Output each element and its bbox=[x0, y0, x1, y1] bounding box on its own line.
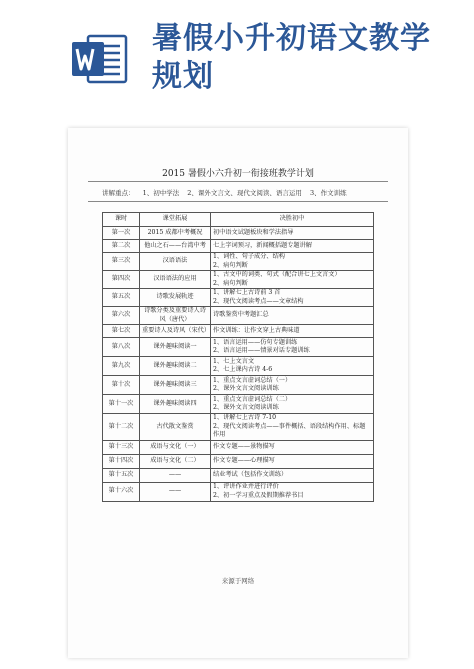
lesson-topic: 课外趣味阅读二 bbox=[140, 357, 211, 376]
lesson-topic: 古代散文鉴赏 bbox=[140, 414, 211, 441]
table-row bbox=[103, 482, 374, 501]
lesson-number: 第九次 bbox=[103, 357, 140, 376]
lesson-topic: 成语与文化（二） bbox=[140, 454, 211, 468]
column-header: 决胜初中 bbox=[211, 213, 374, 227]
content-line: 1、评讲作业并进行评价 bbox=[213, 483, 279, 490]
lesson-number: 第七次 bbox=[103, 325, 140, 338]
lesson-topic: 重要诗人及诗风（宋代） bbox=[140, 325, 211, 338]
lesson-content bbox=[211, 376, 374, 395]
content-line: 1、重点文言虚词总结（一） bbox=[213, 376, 292, 384]
lesson-topic: —— bbox=[140, 468, 211, 482]
lesson-number: 第五次 bbox=[103, 289, 140, 307]
lesson-number: 第三次 bbox=[103, 253, 140, 271]
lesson-number: 第十二次 bbox=[103, 414, 140, 441]
lesson-topic: 2015 成都中考概况 bbox=[140, 227, 211, 240]
lesson-content bbox=[211, 440, 374, 454]
lesson-content bbox=[211, 482, 374, 501]
banner-title: 暑假小升初语文教学规划 bbox=[152, 21, 431, 94]
table-row bbox=[103, 325, 374, 338]
key-point: 3、作文训练 bbox=[310, 189, 347, 197]
content-line: 2、初一学习重点及假期推荐书目 bbox=[213, 491, 304, 499]
table-row bbox=[103, 376, 374, 395]
table-row bbox=[103, 307, 374, 325]
lesson-number: 第十三次 bbox=[103, 440, 140, 454]
table-row bbox=[103, 289, 374, 307]
table-row bbox=[103, 271, 374, 289]
content-line: 作文训练：让作文穿上古典味道 bbox=[213, 326, 300, 334]
key-point: 2、课外文言文、现代文阅读、语言运用 bbox=[187, 189, 302, 197]
lesson-number: 第十五次 bbox=[103, 468, 140, 482]
lesson-number: 第二次 bbox=[103, 240, 140, 253]
table-row bbox=[103, 468, 374, 482]
table-row bbox=[103, 440, 374, 454]
table-row bbox=[103, 357, 374, 376]
lesson-content bbox=[211, 338, 374, 357]
content-line: 2、课外文言文阅读训练 bbox=[213, 404, 279, 411]
content-line: 1、讲解七上古诗 7-10 bbox=[213, 414, 277, 421]
lesson-number: 第六次 bbox=[103, 307, 140, 325]
lesson-topic: 课外趣味阅读三 bbox=[140, 376, 211, 395]
lesson-topic: 诗歌发展轨迹 bbox=[140, 289, 211, 307]
lesson-number: 第十四次 bbox=[103, 454, 140, 468]
lesson-content bbox=[211, 289, 374, 307]
lesson-content bbox=[211, 240, 374, 253]
table-header-row bbox=[103, 213, 374, 227]
lesson-topic: 课外趣味阅读一 bbox=[140, 338, 211, 357]
lesson-topic: 他山之石——台湾中考 bbox=[140, 240, 211, 253]
content-line: 作文专题——景物描写 bbox=[213, 442, 275, 450]
source-note: 来源于网络 bbox=[221, 577, 255, 585]
column-header: 课堂拓展 bbox=[140, 213, 211, 227]
table-row bbox=[103, 240, 374, 253]
lesson-topic: —— bbox=[140, 482, 211, 501]
content-line: 1、七上文言文 bbox=[213, 357, 255, 365]
content-line: 1、词性、句子成分、结构 bbox=[213, 253, 285, 260]
content-line: 2、语言运用——情景对话专题训练 bbox=[213, 347, 310, 354]
content-line: 2、现代文阅读考点——事件概括、语段结构作用、标题作用 bbox=[213, 422, 366, 438]
content-line: 结业考试（包括作文训练） bbox=[213, 470, 288, 478]
lesson-content bbox=[211, 325, 374, 338]
content-line: 2、病句判断 bbox=[213, 279, 248, 287]
table-row bbox=[103, 454, 374, 468]
table-row bbox=[103, 338, 374, 357]
lesson-content bbox=[211, 227, 374, 240]
column-header: 课时 bbox=[103, 213, 140, 227]
content-line: 1、讲解七上古诗前 3 首 bbox=[213, 289, 281, 296]
content-line: 1、语言运用——仿句专题训练 bbox=[213, 338, 298, 346]
lesson-content bbox=[211, 395, 374, 414]
lesson-number: 第八次 bbox=[103, 338, 140, 357]
lesson-topic: 汉语语法的应用 bbox=[140, 271, 211, 289]
content-line: 2、七上课内古诗 4-6 bbox=[213, 366, 273, 373]
lesson-topic: 诗歌分类及重要诗人诗风（唐代） bbox=[140, 307, 211, 325]
lesson-content bbox=[211, 271, 374, 289]
key-point: 1、初中学法 bbox=[142, 189, 180, 197]
lesson-number: 第四次 bbox=[103, 271, 140, 289]
lesson-number: 第十一次 bbox=[103, 395, 140, 414]
lesson-content bbox=[211, 253, 374, 271]
lesson-topic: 课外趣味阅读四 bbox=[140, 395, 211, 414]
divider bbox=[88, 181, 388, 182]
table-row bbox=[103, 253, 374, 271]
table-row bbox=[103, 227, 374, 240]
lesson-content bbox=[211, 414, 374, 441]
content-line: 1、古文中的词类、句式（配合讲七上文言文） bbox=[213, 271, 341, 278]
lesson-content bbox=[211, 454, 374, 468]
table-row bbox=[103, 414, 374, 441]
lesson-plan-table bbox=[102, 212, 374, 502]
lesson-topic: 汉语语法 bbox=[140, 253, 211, 271]
banner bbox=[0, 0, 474, 112]
document-page bbox=[68, 128, 408, 658]
content-line: 1、重点文言虚词总结（二） bbox=[213, 395, 292, 403]
table-row bbox=[103, 395, 374, 414]
divider bbox=[88, 201, 388, 202]
lesson-content bbox=[211, 468, 374, 482]
key-points-label: 讲解重点： bbox=[102, 189, 135, 197]
document-title: 2015 暑假小六升初一衔接班教学计划 bbox=[162, 169, 314, 179]
content-line: 2、病句判断 bbox=[213, 261, 248, 269]
key-points bbox=[102, 188, 402, 197]
lesson-number: 第十六次 bbox=[103, 482, 140, 501]
content-line: 七上字词预习，新闻概括题专题讲解 bbox=[213, 241, 312, 249]
lesson-content bbox=[211, 357, 374, 376]
content-line: 作文专题——心理描写 bbox=[213, 456, 275, 464]
content-line: 2、课外文言文阅读训练 bbox=[213, 385, 279, 392]
lesson-content bbox=[211, 307, 374, 325]
word-icon bbox=[70, 30, 128, 88]
content-line: 初中语文试题板块和学法指导 bbox=[213, 228, 294, 236]
lesson-number: 第一次 bbox=[103, 227, 140, 240]
content-line: 诗歌鉴赏中考题汇总 bbox=[213, 311, 269, 319]
lesson-topic: 成语与文化（一） bbox=[140, 440, 211, 454]
content-line: 2、现代文阅读考点——文章结构 bbox=[213, 297, 304, 305]
lesson-number: 第十次 bbox=[103, 376, 140, 395]
